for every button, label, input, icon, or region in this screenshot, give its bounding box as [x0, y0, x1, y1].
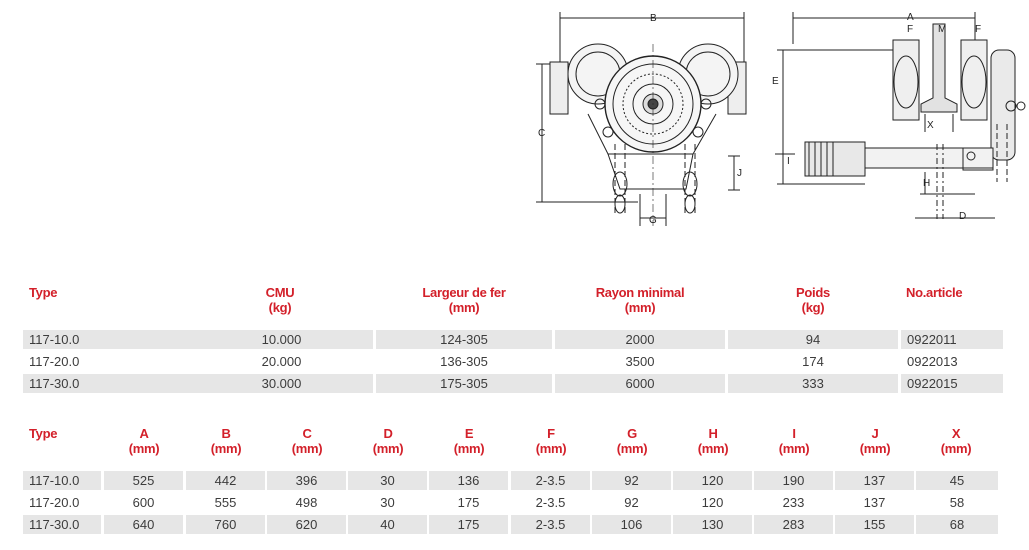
dim-label-F-left: F	[907, 24, 914, 35]
table2-header-D: D (mm)	[372, 426, 404, 456]
table2-cell-type: 117-20.0	[29, 495, 80, 510]
dim-label-J: J	[737, 168, 742, 179]
dim-label-C: C	[538, 128, 546, 139]
table2-cell-J: 137	[835, 471, 914, 490]
table1-cell-largeur: 175-305	[376, 374, 552, 393]
table2-cell-H: 120	[673, 471, 752, 490]
table1-header-largeur: Largeur de fer (mm)	[422, 285, 506, 315]
table2-cell-A: 640	[104, 515, 183, 534]
table2-cell-J: 137	[863, 495, 886, 510]
table1-header-type: Type	[29, 285, 58, 300]
table2-cell-H: 120	[701, 495, 724, 510]
table2-header-X: X (mm)	[940, 426, 972, 456]
front-view-drawing	[528, 4, 758, 229]
table1-cell-rayon: 2000	[555, 330, 725, 349]
dim-label-D: D	[959, 211, 967, 222]
table1-cell-largeur: 124-305	[376, 330, 552, 349]
table2-header-A: A (mm)	[128, 426, 160, 456]
table2-cell-F: 2-3.5	[511, 471, 590, 490]
table1-cell-rayon: 6000	[555, 374, 725, 393]
table1-cell-article: 0922015	[901, 374, 1003, 393]
table2-header-B: B (mm)	[210, 426, 242, 456]
table1-cell-poids: 333	[728, 374, 898, 393]
table2-cell-G: 92	[592, 471, 671, 490]
table1-cell-type: 117-10.0	[23, 330, 191, 349]
table1-header-article: No.article	[906, 285, 963, 300]
table2-cell-B: 555	[214, 495, 237, 510]
dim-label-G: G	[649, 215, 657, 226]
table2-cell-F: 2-3.5	[511, 515, 590, 534]
table1-header-rayon: Rayon minimal (mm)	[595, 285, 685, 315]
table1-cell-cmu: 10.000	[190, 330, 373, 349]
table2-cell-C: 396	[267, 471, 346, 490]
table2-header-C: C (mm)	[291, 426, 323, 456]
table2-cell-X: 68	[916, 515, 998, 534]
table1-header-cmu: CMU (kg)	[265, 285, 295, 315]
table1-header-poids: Poids (kg)	[796, 285, 830, 315]
table2-cell-I: 233	[782, 495, 805, 510]
table2-cell-C: 498	[295, 495, 318, 510]
table2-cell-A: 600	[132, 495, 155, 510]
table2-cell-E: 175	[429, 515, 508, 534]
table2-cell-type: 117-30.0	[23, 515, 101, 534]
table2-header-I: I (mm)	[778, 426, 810, 456]
table1-cell-rayon: 3500	[625, 354, 655, 369]
table2-header-J: J (mm)	[859, 426, 891, 456]
table2-header-type: Type	[29, 426, 58, 441]
table2-header-E: E (mm)	[453, 426, 485, 456]
table2-cell-D: 30	[380, 495, 395, 510]
table2-cell-I: 283	[754, 515, 833, 534]
table2-cell-H: 130	[673, 515, 752, 534]
table1-cell-type: 117-30.0	[23, 374, 191, 393]
table2-cell-A: 525	[104, 471, 183, 490]
table1-cell-cmu: 30.000	[190, 374, 373, 393]
table2-cell-G: 92	[624, 495, 639, 510]
table2-cell-E: 175	[457, 495, 480, 510]
table2-cell-I: 190	[754, 471, 833, 490]
table2-cell-X: 58	[949, 495, 965, 510]
table2-header-F: F (mm)	[535, 426, 567, 456]
side-view-drawing	[765, 4, 1029, 229]
table1-cell-poids: 94	[728, 330, 898, 349]
dim-label-X: X	[927, 120, 934, 131]
table2-cell-X: 45	[916, 471, 998, 490]
dim-label-F-right: F	[975, 24, 982, 35]
dim-label-M: M	[938, 24, 947, 35]
table2-cell-J: 155	[835, 515, 914, 534]
table2-cell-G: 106	[592, 515, 671, 534]
table2-cell-C: 620	[267, 515, 346, 534]
table2-header-H: H (mm)	[697, 426, 729, 456]
dim-label-B: B	[650, 13, 657, 24]
dim-label-I: I	[787, 156, 790, 167]
table2-cell-F: 2-3.5	[535, 495, 566, 510]
table1-cell-poids: 174	[802, 354, 824, 369]
table1-cell-type: 117-20.0	[29, 354, 80, 369]
table2-cell-B: 442	[186, 471, 265, 490]
table2-header-G: G (mm)	[616, 426, 648, 456]
table2-cell-B: 760	[186, 515, 265, 534]
dim-label-H: H	[923, 178, 931, 189]
table1-cell-largeur: 136-305	[440, 354, 488, 369]
table1-cell-article: 0922011	[901, 330, 1003, 349]
table2-cell-D: 40	[348, 515, 427, 534]
table2-cell-D: 30	[348, 471, 427, 490]
dim-label-E: E	[772, 76, 779, 87]
dim-label-A: A	[907, 12, 914, 23]
table1-cell-cmu: 20.000	[261, 354, 302, 369]
table2-cell-type: 117-10.0	[23, 471, 101, 490]
table1-cell-article: 0922013	[907, 354, 958, 369]
table2-cell-E: 136	[429, 471, 508, 490]
